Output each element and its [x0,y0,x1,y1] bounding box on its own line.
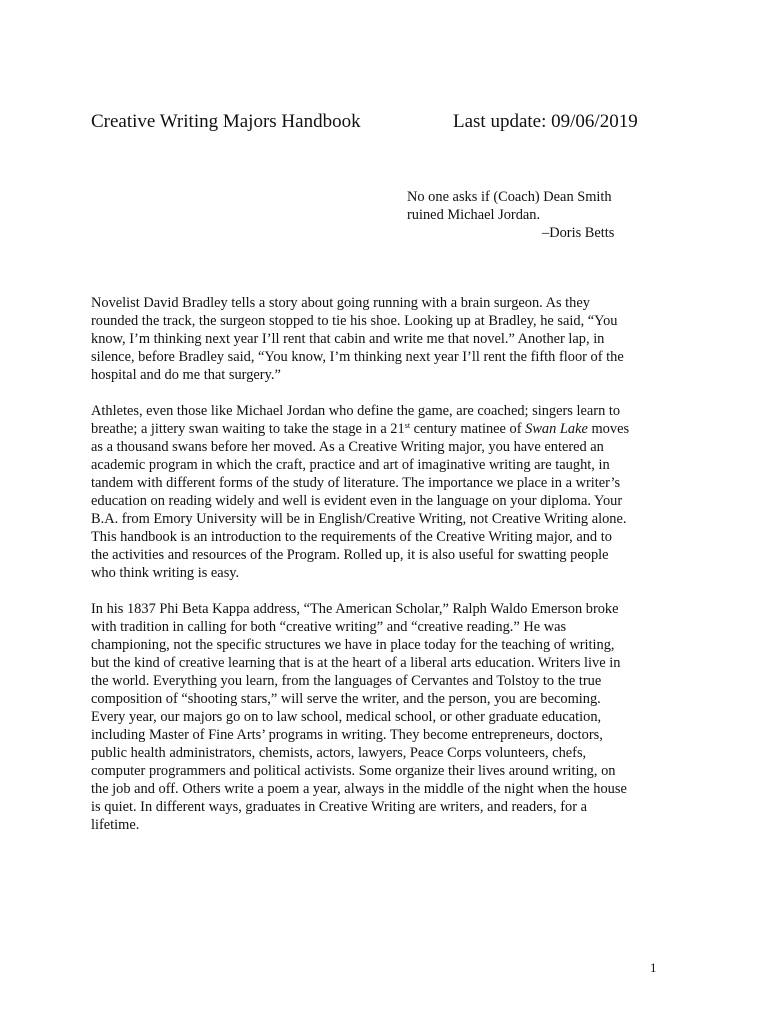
text-line: composition of “shooting stars,” will serve the writer, and the person, you are becoming. [91,691,601,707]
epigraph-attribution: –Doris Betts [542,225,615,241]
text-line: B.A. from Emory University will be in English/Creative Writing, not Creative Writing alone. [91,511,627,527]
text-line: the activities and resources of the Program. Rolled up, it is also useful for swatting people [91,547,609,563]
text-line: education on reading widely and well is evident even in the language on your diploma. Your [91,493,623,509]
text-segment: breathe; a jittery swan waiting to take the stage in a 21 [91,421,405,437]
body-text [91,294,661,852]
paragraph-1 [91,294,661,384]
text-line: public health administrators, chemists, actors, lawyers, Peace Corps volunteers, chefs, [91,745,587,761]
text-line: championing, not the specific structures we have in place today for the teaching of writing, [91,637,615,653]
text-line: rounded the track, the surgeon stopped to tie his shoe. Looking up at Bradley, he said, “You [91,313,618,329]
text-line: In his 1837 Phi Beta Kappa address, “The American Scholar,” Ralph Waldo Emerson broke [91,601,619,617]
ordinal-superscript: st [404,421,411,430]
text-segment: moves [587,421,630,437]
epigraph-line: ruined Michael Jordan. [407,207,541,223]
epigraph-line: No one asks if (Coach) Dean Smith [407,189,612,205]
text-line: silence, before Bradley said, “You know, I’m thinking next year I’ll rent the fifth floor of the [91,349,624,365]
text-line: know, I’m thinking next year I’ll rent that cabin and write me that novel.” Another lap, in [91,331,605,347]
paragraph-2 [91,402,661,582]
text-line: who think writing is easy. [91,565,240,581]
text-line: but the kind of creative learning that is at the heart of a liberal arts education. Writers live in [91,655,621,671]
text-line: This handbook is an introduction to the requirements of the Creative Writing major, and to [91,529,612,545]
text-segment: century matinee of [410,421,526,437]
text-line: academic program in which the craft, practice and art of imaginative writing are taught, in [91,457,610,473]
text-line: the job and off. Others write a poem a year, always in the middle of the night when the house [91,781,627,797]
paragraph-3 [91,600,661,834]
text-line: Novelist David Bradley tells a story about going running with a brain surgeon. As they [91,295,590,311]
text-line: is quiet. In different ways, graduates in Creative Writing are writers, and readers, for a [91,799,587,815]
text-line: hospital and do me that surgery.” [91,367,281,383]
italic-title: Swan Lake [525,421,588,437]
text-line: lifetime. [91,817,140,833]
last-update-date: Last update: 09/06/2019 [453,111,638,132]
text-line [91,420,661,438]
text-line: the world. Everything you learn, from the languages of Cervantes and Tolstoy to the true [91,673,602,689]
text-line: Every year, our majors go on to law school, medical school, or other graduate education, [91,709,602,725]
handbook-title: Creative Writing Majors Handbook [91,111,361,132]
text-line: including Master of Fine Arts’ programs in writing. They become entrepreneurs, doctors, [91,727,603,743]
text-line: tandem with different forms of the study of literature. The importance we place in a writer’s [91,475,621,491]
page-number: 1 [650,960,657,975]
text-line: as a thousand swans before her moved. As a Creative Writing major, you have entered an [91,439,604,455]
text-line: computer programmers and political activists. Some organize their lives around writing, on [91,763,616,779]
text-line: with tradition in calling for both “creative writing” and “creative reading.” He was [91,619,567,635]
epigraph [407,188,707,242]
text-line: Athletes, even those like Michael Jordan who define the game, are coached; singers learn to [91,403,621,419]
